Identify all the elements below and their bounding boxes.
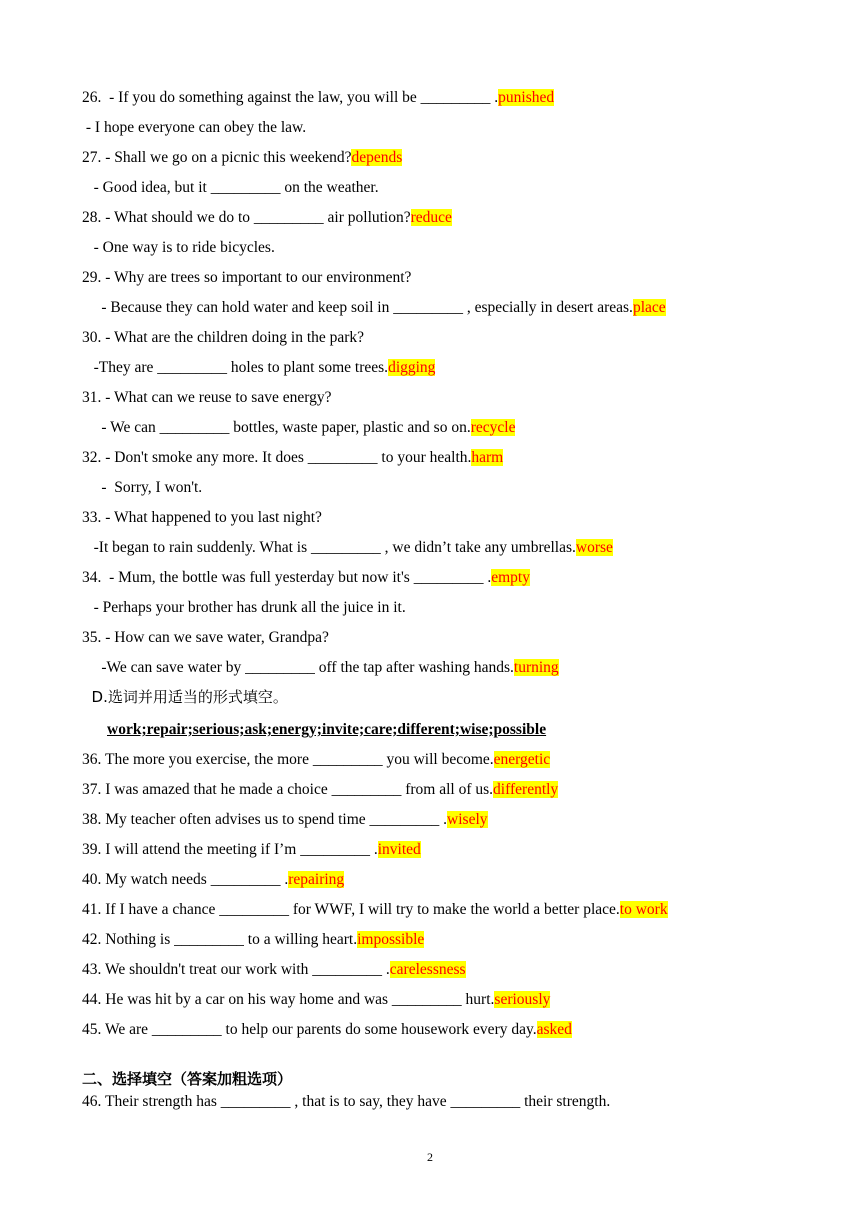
reply-29: - Because they can hold water and keep soil in _________ , especially in desert areas.place — [82, 299, 666, 316]
answer-38: wisely — [447, 811, 488, 828]
question-41: 41. If I have a chance _________ for WWF, I will try to make the world a better place.to work — [82, 901, 668, 918]
answer-43: carelessness — [389, 961, 466, 978]
question-46: 46. Their strength has _________ , that is to say, they have _________ their strength. — [82, 1093, 611, 1110]
question-32: 32. - Don't smoke any more. It does _________ to your health.harm — [82, 449, 504, 466]
question-44: 44. He was hit by a car on his way home and was _________ hurt.seriously — [82, 991, 551, 1008]
answer-42: impossible — [357, 931, 425, 948]
question-31: 31. - What can we reuse to save energy? — [82, 389, 332, 406]
reply-30: -They are _________ holes to plant some trees.digging — [82, 359, 436, 376]
question-33: 33. - What happened to you last night? — [82, 509, 322, 526]
word-bank: work;repair;serious;ask;energy;invite;care;different;wise;possible — [107, 721, 547, 738]
answer-29: place — [632, 299, 666, 316]
answer-36: energetic — [493, 751, 551, 768]
reply-27: - Good idea, but it _________ on the weather. — [82, 179, 379, 196]
reply-26: - I hope everyone can obey the law. — [82, 119, 307, 136]
answer-44: seriously — [494, 991, 551, 1008]
question-45: 45. We are _________ to help our parents do some housework every day.asked — [82, 1021, 572, 1038]
question-40: 40. My watch needs _________ .repairing — [82, 871, 345, 888]
question-28: 28. - What should we do to _________ air pollution?reduce — [82, 209, 452, 226]
answer-27: depends — [351, 149, 403, 166]
question-26: 26. - If you do something against the law, you will be _________ .punished — [82, 89, 555, 106]
reply-31: - We can _________ bottles, waste paper, plastic and so on.recycle — [82, 419, 516, 436]
answer-33: worse — [575, 539, 613, 556]
reply-35: -We can save water by _________ off the tap after washing hands.turning — [82, 659, 559, 676]
question-34: 34. - Mum, the bottle was full yesterday but now it's _________ .empty — [82, 569, 530, 586]
page-number: 2 — [427, 1150, 433, 1164]
answer-35: turning — [513, 659, 559, 676]
question-37: 37. I was amazed that he made a choice _________ from all of us.differently — [82, 781, 559, 798]
question-35: 35. - How can we save water, Grandpa? — [82, 629, 329, 646]
question-36: 36. The more you exercise, the more _________ you will become.energetic — [82, 751, 551, 768]
reply-33: -It began to rain suddenly. What is _________ , we didn’t take any umbrellas.worse — [82, 539, 613, 556]
reply-28: - One way is to ride bicycles. — [82, 239, 275, 256]
question-38: 38. My teacher often advises us to spend time _________ .wisely — [82, 811, 488, 828]
answer-37: differently — [493, 781, 559, 798]
reply-32: - Sorry, I won't. — [82, 479, 203, 496]
question-42: 42. Nothing is _________ to a willing heart.impossible — [82, 931, 425, 948]
answer-41: to work — [619, 901, 668, 918]
answer-28: reduce — [410, 209, 452, 226]
section-2-title: 二、选择填空（答案加粗选项） — [82, 1070, 293, 1088]
answer-39: invited — [377, 841, 421, 858]
reply-34: - Perhaps your brother has drunk all the juice in it. — [82, 599, 406, 616]
question-29: 29. - Why are trees so important to our environment? — [82, 269, 412, 286]
answer-40: repairing — [288, 871, 345, 888]
answer-34: empty — [491, 569, 530, 586]
question-27: 27. - Shall we go on a picnic this weekend?depends — [82, 149, 403, 166]
answer-32: harm — [471, 449, 504, 466]
answer-31: recycle — [470, 419, 516, 436]
question-30: 30. - What are the children doing in the park? — [82, 329, 365, 346]
answer-45: asked — [536, 1021, 572, 1038]
question-43: 43. We shouldn't treat our work with _________ .carelessness — [82, 961, 466, 978]
answer-30: digging — [388, 359, 436, 376]
question-39: 39. I will attend the meeting if I’m _________ .invited — [82, 841, 421, 858]
answer-26: punished — [498, 89, 555, 106]
section-d-title: D.选词并用适当的形式填空。 — [82, 688, 288, 706]
